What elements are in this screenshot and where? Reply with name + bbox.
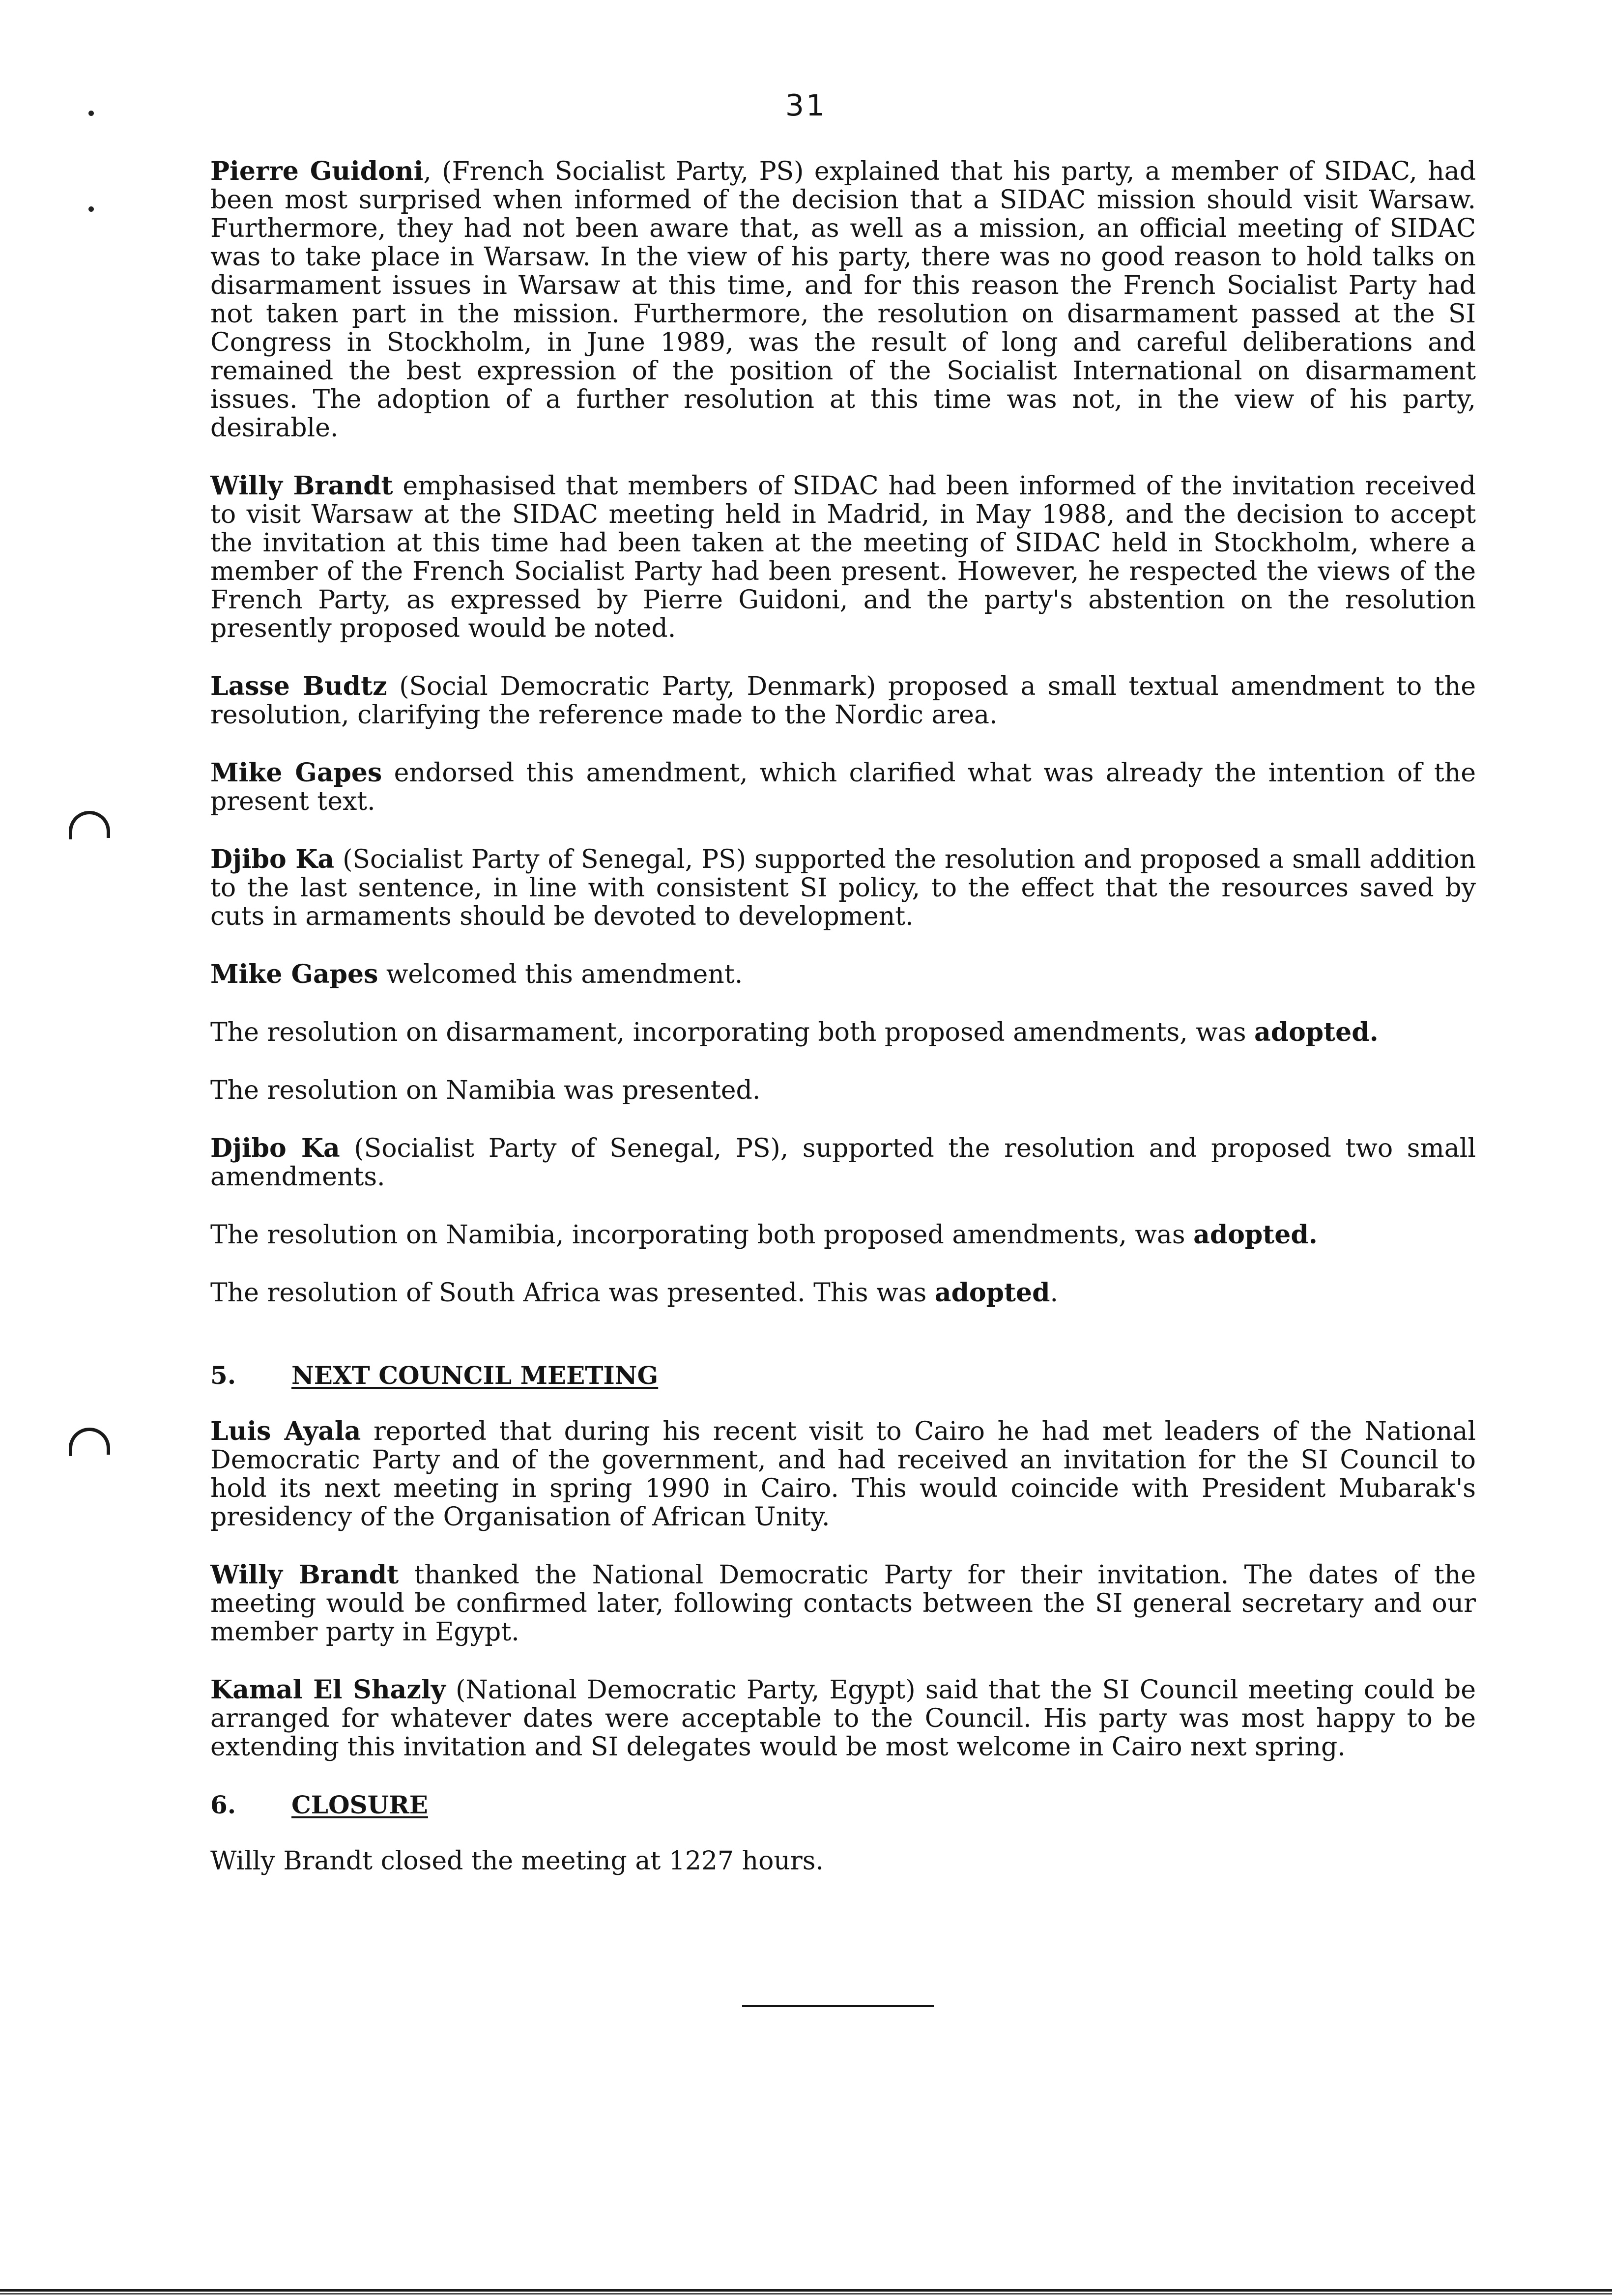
section-number: 6. (210, 1790, 236, 1819)
paragraph (210, 759, 1476, 816)
section-title: CLOSURE (291, 1790, 428, 1819)
resolution-south-africa (210, 1279, 1476, 1307)
page-bottom-rule (0, 2289, 1612, 2292)
paragraph-text: (National Democratic Party, Egypt) said that the SI Council meeting could be arranged for whatever dates were acceptable to the Council. His party was most happy to be extending this invitation and SI delegates would be most welcome in Cairo next spring. (210, 1675, 1476, 1762)
paragraph (210, 1561, 1476, 1646)
document-body (210, 157, 1476, 1905)
paragraph-text: (Socialist Party of Senegal, PS), supported the resolution and proposed two small amendments. (210, 1134, 1476, 1192)
paragraph-text: welcomed this amendment. (378, 960, 743, 989)
adopted-status: adopted. (1193, 1220, 1318, 1250)
sentence-end: . (1050, 1278, 1058, 1308)
closure-text: Willy Brandt closed the meeting at 1227 hours. (210, 1846, 824, 1876)
resolution-disarmament (210, 1018, 1476, 1047)
section-heading-next-council-meeting (210, 1361, 1476, 1390)
resolution-namibia (210, 1221, 1476, 1249)
speaker-name: Kamal El Shazly (210, 1675, 446, 1705)
paragraph-text: emphasised that members of SIDAC had been informed of the invitation received to visit Warsaw at the SIDAC meeting held in Madrid, in May 1988, and the decision to accept the invitation at this time had been taken at the meeting of SIDAC held in Stockholm, where a member of the French Socialist Party had been present. However, he respected the views of the French Party, as expressed by Pierre Guidoni, and the party's abstention on the resolution presently proposed would be noted. (210, 471, 1476, 643)
paragraph (210, 157, 1476, 442)
paragraph-text: , (French Socialist Party, PS) explained that his party, a member of SIDAC, had been most surprised when informed of the decision that a SIDAC mission should visit Warsaw. Furthermore, they had not been aware that, as well as a mission, an official meeting of SIDAC was to take place in Warsaw. In the view of his party, there was no good reason to hold talks on disarmament issues in Warsaw at this time, and for this reason the French Socialist Party had not taken part in the mission. Furthermore, the resolution on disarmament passed at the SI Congress in Stockholm, in June 1989, was the result of long and careful deliberations and remained the best expression of the position of the Socialist International on disarmament issues. The adoption of a further resolution at this time was not, in the view of his party, desirable. (210, 157, 1476, 443)
speaker-name: Willy Brandt (210, 471, 393, 501)
paragraph-text: The resolution on Namibia, incorporating both proposed amendments, was (210, 1220, 1194, 1250)
paragraph-text: The resolution on disarmament, incorporating both proposed amendments, was (210, 1018, 1255, 1047)
section-title: NEXT COUNCIL MEETING (291, 1361, 659, 1390)
speaker-name: Djibo Ka (210, 844, 335, 874)
paragraph-text: (Social Democratic Party, Denmark) proposed a small textual amendment to the resolution, clarifying the reference made to the Nordic area. (210, 672, 1476, 730)
paragraph (210, 1417, 1476, 1531)
paragraph (210, 472, 1476, 643)
paragraph-text: endorsed this amendment, which clarified what was already the intention of the present text. (210, 758, 1476, 816)
speaker-name: Pierre Guidoni (210, 156, 424, 186)
paragraph-text: reported that during his recent visit to Cairo he had met leaders of the National Democratic Party and of the government, and had received an invitation for the SI Council to hold its next meeting in spring 1990 in Cairo. This would coincide with President Mubarak's presidency of the Organisation of African Unity. (210, 1417, 1476, 1532)
paragraph (210, 1134, 1476, 1191)
paragraph (210, 1676, 1476, 1761)
page-number: 31 (785, 88, 827, 123)
adopted-status: adopted (934, 1278, 1050, 1308)
speaker-name: Luis Ayala (210, 1416, 361, 1446)
speaker-name: Djibo Ka (210, 1133, 340, 1163)
page-bottom-rule (0, 2293, 1612, 2295)
speaker-name: Willy Brandt (210, 1560, 399, 1590)
speaker-name: Mike Gapes (210, 959, 378, 989)
punch-hole-mark (69, 1428, 110, 1455)
resolution-namibia-presented: The resolution on Namibia was presented. (210, 1076, 761, 1105)
adopted-status: adopted. (1254, 1017, 1379, 1047)
section-number: 5. (210, 1361, 236, 1390)
paragraph-text: thanked the National Democratic Party for their invitation. The dates of the meeting would be confirmed later, following contacts between the SI general secretary and our member party in Egypt. (210, 1560, 1476, 1647)
speaker-name: Lasse Budtz (210, 671, 387, 701)
paragraph (210, 672, 1476, 729)
margin-dot (88, 206, 94, 212)
section-heading-closure (210, 1791, 1476, 1819)
punch-hole-mark (69, 811, 110, 838)
paragraph (210, 845, 1476, 931)
paragraph-text: (Socialist Party of Senegal, PS) supported the resolution and proposed a small addition to the last sentence, in line with consistent SI policy, to the effect that the resources saved by cuts in armaments should be devoted to development. (210, 845, 1476, 931)
speaker-name: Mike Gapes (210, 758, 382, 788)
paragraph (210, 960, 1476, 989)
closing-rule (742, 2005, 934, 2007)
paragraph-text: The resolution of South Africa was presented. This was (210, 1278, 935, 1308)
